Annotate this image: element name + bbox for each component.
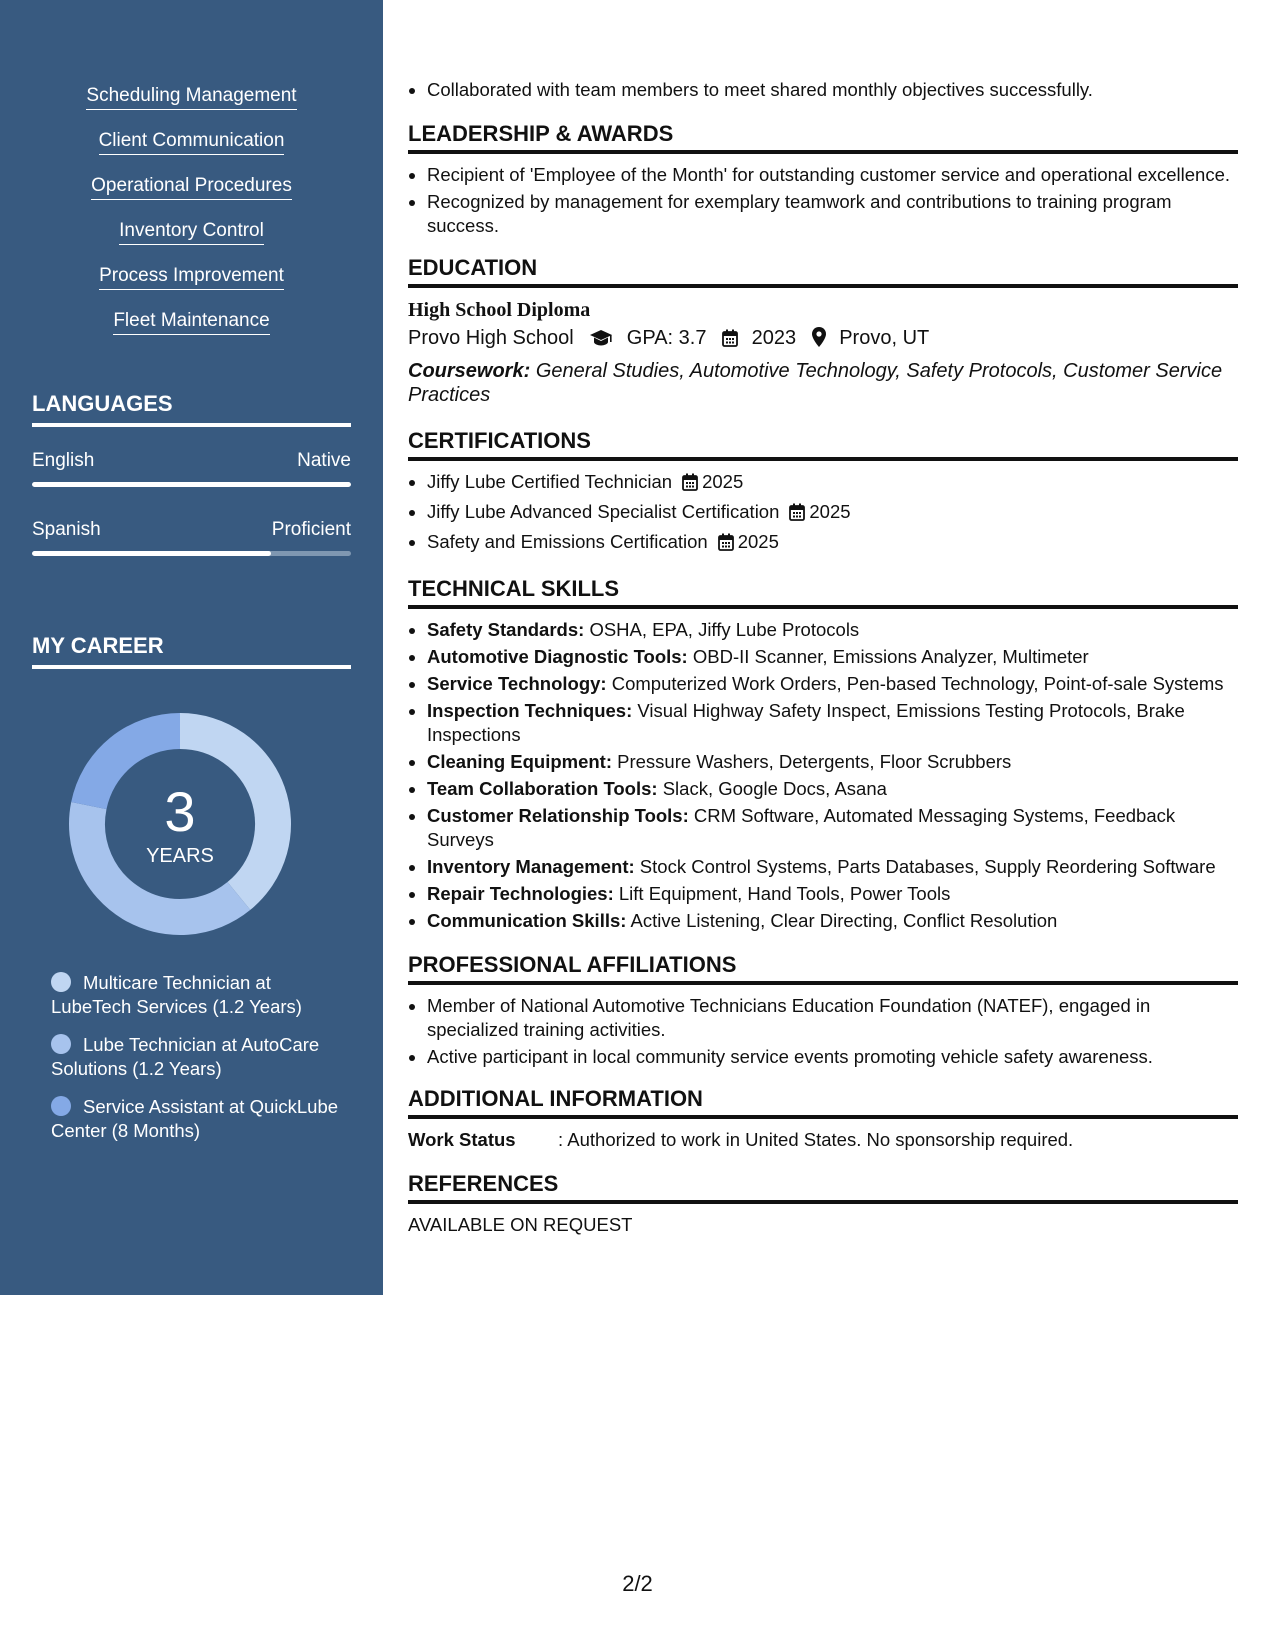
language-english — [32, 449, 351, 487]
references-heading: REFERENCES — [408, 1170, 1238, 1204]
career-years-label: YEARS — [146, 845, 214, 867]
graduation-cap-icon — [589, 326, 613, 356]
list-item: • Customer Relationship Tools: CRM Software, Automated Messaging Systems, Feedback Surveys — [427, 804, 1238, 852]
career-legend — [51, 971, 341, 1157]
list-item: • Member of National Automotive Technicians Education Foundation (NATEF), engaged in specialized training activities. — [427, 994, 1238, 1042]
technical-skills-list — [408, 618, 1238, 933]
main-content — [408, 78, 1238, 1237]
list-item: • Service Technology: Computerized Work Orders, Pen-based Technology, Point-of-sale Systems — [427, 672, 1238, 696]
additional-info-heading: ADDITIONAL INFORMATION — [408, 1085, 1238, 1119]
education-meta — [408, 323, 1238, 356]
education-year: 2023 — [751, 327, 797, 349]
list-item: • Recognized by management for exemplary teamwork and contributions to training program success. — [427, 190, 1238, 238]
language-bar-fill — [32, 482, 351, 487]
language-name: English — [32, 450, 95, 471]
legend-dot-icon — [51, 972, 71, 992]
list-item: • Team Collaboration Tools: Slack, Google Docs, Asana — [427, 777, 1238, 801]
skill-item: Inventory Control — [0, 219, 383, 264]
language-bar-fill — [32, 551, 271, 556]
education-degree: High School Diploma — [408, 299, 591, 321]
career-item: Lube Technician at AutoCare Solutions (1.2 Years) — [51, 1034, 320, 1079]
career-years-number: 3 — [164, 780, 196, 843]
calendar-icon — [682, 473, 698, 497]
calendar-icon — [718, 533, 734, 557]
education-coursework — [408, 359, 1238, 407]
list-item: • Repair Technologies: Lift Equipment, Hand Tools, Power Tools — [427, 882, 1238, 906]
calendar-icon — [722, 326, 738, 356]
technical-skills-heading: TECHNICAL SKILLS — [408, 575, 1238, 609]
leadership-heading: LEADERSHIP & AWARDS — [408, 120, 1238, 154]
certifications-list — [408, 470, 1238, 557]
language-level: Native — [297, 450, 351, 471]
list-item: • Jiffy Lube Certified Technician 2025 — [427, 470, 1238, 497]
list-item: • Inspection Techniques: Visual Highway Safety Inspect, Emissions Testing Protocols, Brake Inspections — [427, 699, 1238, 747]
career-item: Service Assistant at QuickLube Center (8 Months) — [51, 1096, 339, 1141]
skill-item: Scheduling Management — [0, 84, 383, 129]
certifications-heading: CERTIFICATIONS — [408, 427, 1238, 461]
sidebar — [0, 0, 383, 1295]
list-item: • Inventory Management: Stock Control Systems, Parts Databases, Supply Reordering Software — [427, 855, 1238, 879]
map-pin-icon — [812, 326, 826, 356]
list-item: • Automotive Diagnostic Tools: OBD-II Scanner, Emissions Analyzer, Multimeter — [427, 645, 1238, 669]
leadership-list — [408, 163, 1238, 238]
work-status-row — [408, 1128, 1238, 1152]
skill-item: Process Improvement — [0, 264, 383, 309]
language-name: Spanish — [32, 519, 101, 540]
education-gpa: GPA: 3.7 — [626, 327, 707, 349]
education-school: Provo High School — [408, 327, 574, 349]
list-item: • Cleaning Equipment: Pressure Washers, Detergents, Floor Scrubbers — [427, 750, 1238, 774]
work-status-value: : Authorized to work in United States. No sponsorship required. — [558, 1129, 1074, 1150]
language-spanish — [32, 518, 351, 556]
skills-list — [0, 84, 383, 354]
language-bar — [32, 551, 351, 556]
list-item: • Communication Skills: Active Listening, Clear Directing, Conflict Resolution — [427, 909, 1238, 933]
references-text: AVAILABLE ON REQUEST — [408, 1214, 633, 1235]
legend-dot-icon — [51, 1096, 71, 1116]
career-donut-chart — [66, 710, 294, 938]
list-item: • Active participant in local community service events promoting vehicle safety awareness. — [427, 1045, 1238, 1069]
experience-bullets — [408, 78, 1238, 102]
language-level: Proficient — [271, 519, 351, 540]
list-item: • Recipient of 'Employee of the Month' for outstanding customer service and operational excellence. — [427, 163, 1238, 187]
education-location: Provo, UT — [839, 327, 930, 349]
legend-dot-icon — [51, 1034, 71, 1054]
list-item: • Safety Standards: OSHA, EPA, Jiffy Lube Protocols — [427, 618, 1238, 642]
list-item: • Safety and Emissions Certification 2025 — [427, 530, 1238, 557]
calendar-icon — [789, 503, 805, 527]
language-bar — [32, 482, 351, 487]
languages-heading: LANGUAGES — [32, 390, 351, 427]
career-heading: MY CAREER — [32, 632, 351, 669]
coursework-value: General Studies, Automotive Technology, Safety Protocols, Customer Service Practices — [408, 360, 1223, 406]
page-number: 2/2 — [622, 1571, 653, 1596]
list-item: • Jiffy Lube Advanced Specialist Certification 2025 — [427, 500, 1238, 527]
education-heading: EDUCATION — [408, 254, 1238, 288]
work-status-label: Work Status — [408, 1129, 516, 1150]
affiliations-heading: PROFESSIONAL AFFILIATIONS — [408, 951, 1238, 985]
skill-item: Fleet Maintenance — [0, 309, 383, 354]
coursework-label: Coursework: — [408, 360, 531, 382]
career-item: Multicare Technician at LubeTech Services (1.2 Years) — [51, 972, 302, 1017]
affiliations-list — [408, 994, 1238, 1069]
skill-item: Operational Procedures — [0, 174, 383, 219]
list-item: • Collaborated with team members to meet shared monthly objectives successfully. — [427, 78, 1238, 102]
skill-item: Client Communication — [0, 129, 383, 174]
